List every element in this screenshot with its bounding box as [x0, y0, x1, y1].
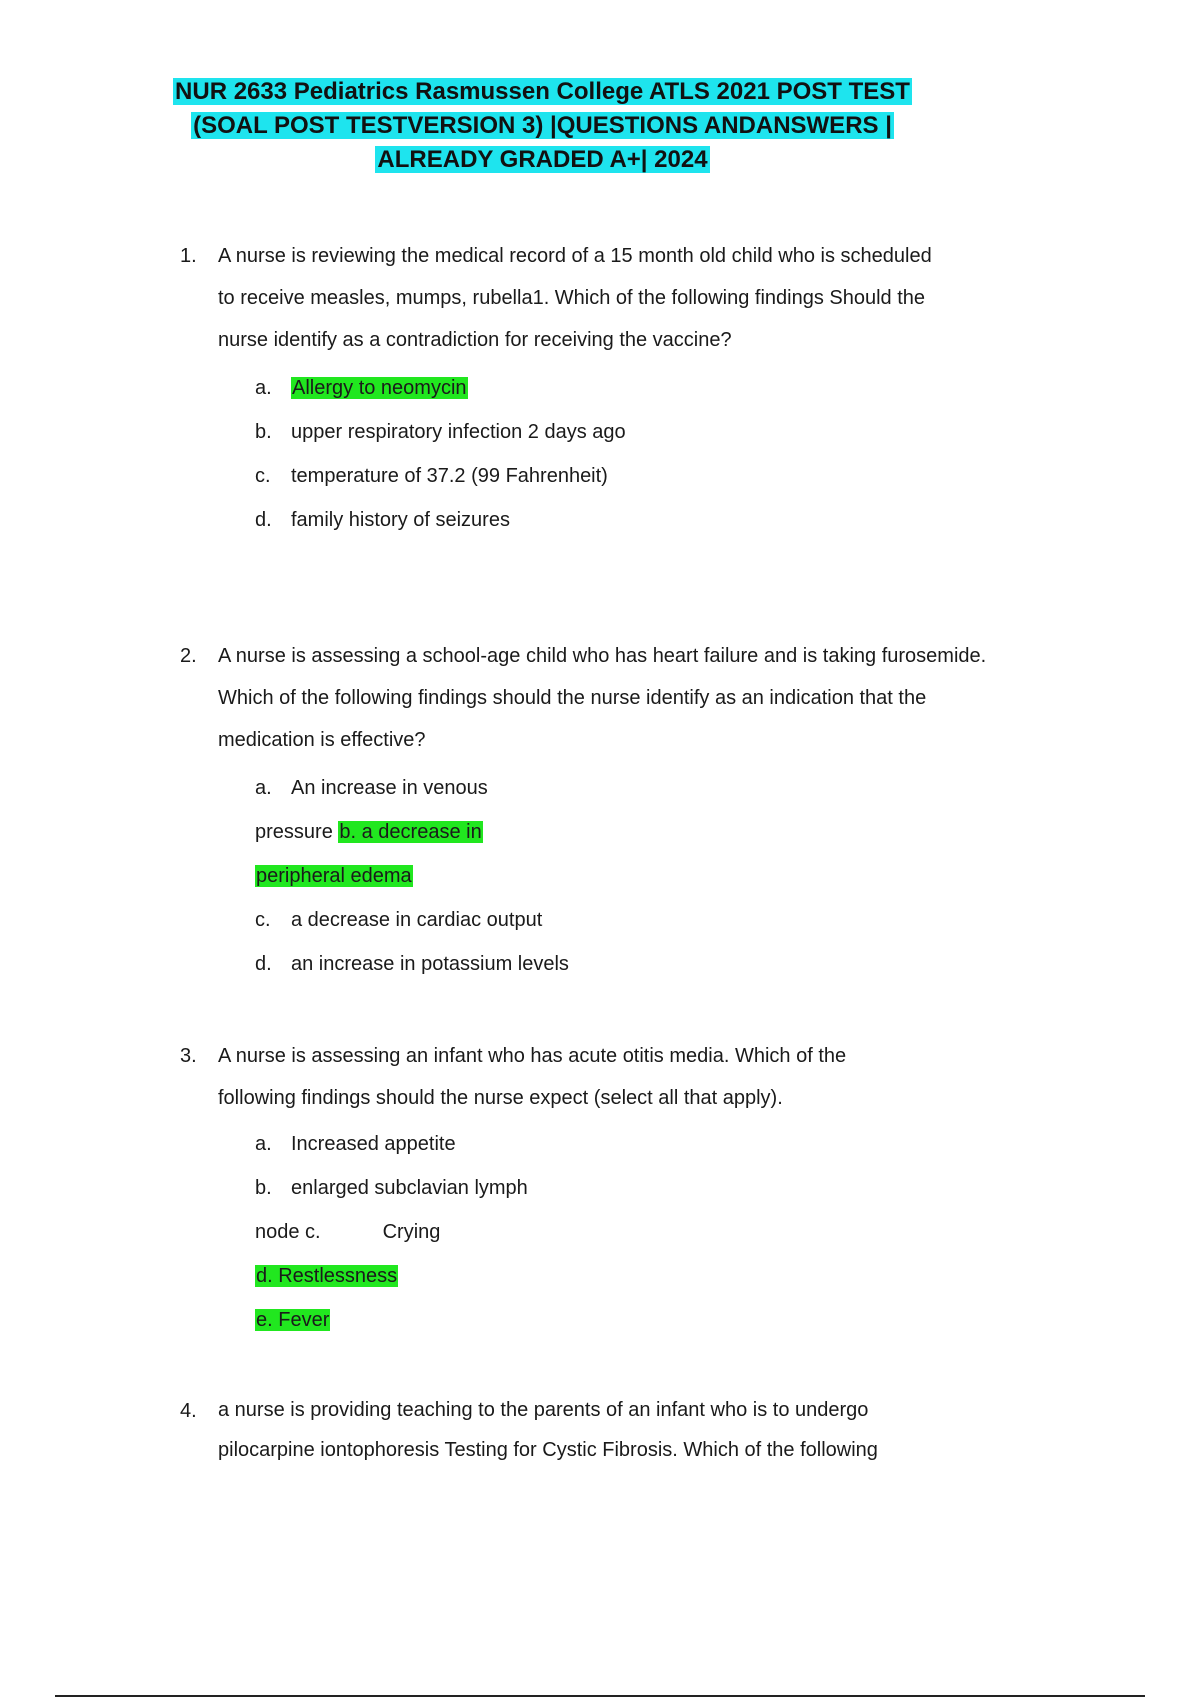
question-line: A nurse is reviewing the medical record of a 15 month old child who is scheduled [218, 245, 932, 267]
question-line: following findings should the nurse expect (select all that apply). [218, 1087, 783, 1109]
question-text [218, 1390, 1060, 1470]
question-line: Which of the following findings should the nurse identify as an indication that the [218, 687, 927, 709]
title-line-2: (SOAL POST TESTVERSION 3) |QUESTIONS ANDANSWERS | [193, 112, 892, 139]
title-line-3: ALREADY GRADED A+| 2024 [377, 146, 708, 173]
q1-option-c: c. temperature of 37.2 (99 Fahrenheit) [255, 465, 608, 487]
q2-option-c: c. a decrease in cardiac output [255, 909, 543, 931]
q2-wrapped-line [255, 865, 413, 888]
q1-option-a: a. Allergy to neomycin [255, 377, 467, 399]
question-number: 4. [180, 1400, 197, 1422]
question-line: medication is effective? [218, 729, 426, 751]
question-number: 3. [180, 1045, 197, 1067]
question-line: to receive measles, mumps, rubella1. Which of the following findings Should the [218, 287, 926, 309]
highlighted-answer: Allergy to neomycin [292, 377, 467, 399]
question-line: A nurse is assessing an infant who has acute otitis media. Which of the [218, 1045, 847, 1067]
footer-divider [55, 1695, 1145, 1697]
q3-option-b: b. enlarged subclavian lymph [255, 1177, 528, 1199]
question-line: a nurse is providing teaching to the parents of an infant who is to undergo [218, 1399, 869, 1421]
q2-option-a: a. An increase in venous [255, 777, 488, 799]
q3-option-e [255, 1309, 330, 1332]
document-title [0, 75, 1085, 177]
q3-option-a: a. Increased appetite [255, 1133, 456, 1155]
highlighted-answer: b. a decrease in [339, 821, 482, 843]
question-text [218, 1035, 1060, 1119]
question-number: 1. [180, 245, 197, 267]
question-line: nurse identify as a contradiction for receiving the vaccine? [218, 329, 732, 351]
q1-option-b: b. upper respiratory infection 2 days ago [255, 421, 626, 443]
highlighted-answer: peripheral edema [256, 865, 412, 887]
title-line-1: NUR 2633 Pediatrics Rasmussen College ATLS 2021 POST TEST [175, 78, 910, 105]
highlighted-answer: e. Fever [256, 1309, 330, 1331]
question-line: A nurse is assessing a school-age child who has heart failure and is taking furosemide. [218, 645, 987, 667]
question-line: pilocarpine iontophoresis Testing for Cystic Fibrosis. Which of the following [218, 1439, 878, 1461]
q1-option-d: d. family history of seizures [255, 509, 510, 531]
highlighted-answer: d. Restlessness [256, 1265, 398, 1287]
q3-option-d [255, 1265, 398, 1288]
q2-wrapped-line: pressure b. a decrease in [255, 821, 482, 843]
question-text [218, 635, 1060, 761]
question-number: 2. [180, 645, 197, 667]
q2-option-d: d. an increase in potassium levels [255, 953, 569, 975]
question-text [218, 235, 1060, 361]
q3-wrapped-line: node c. Crying [255, 1221, 441, 1243]
